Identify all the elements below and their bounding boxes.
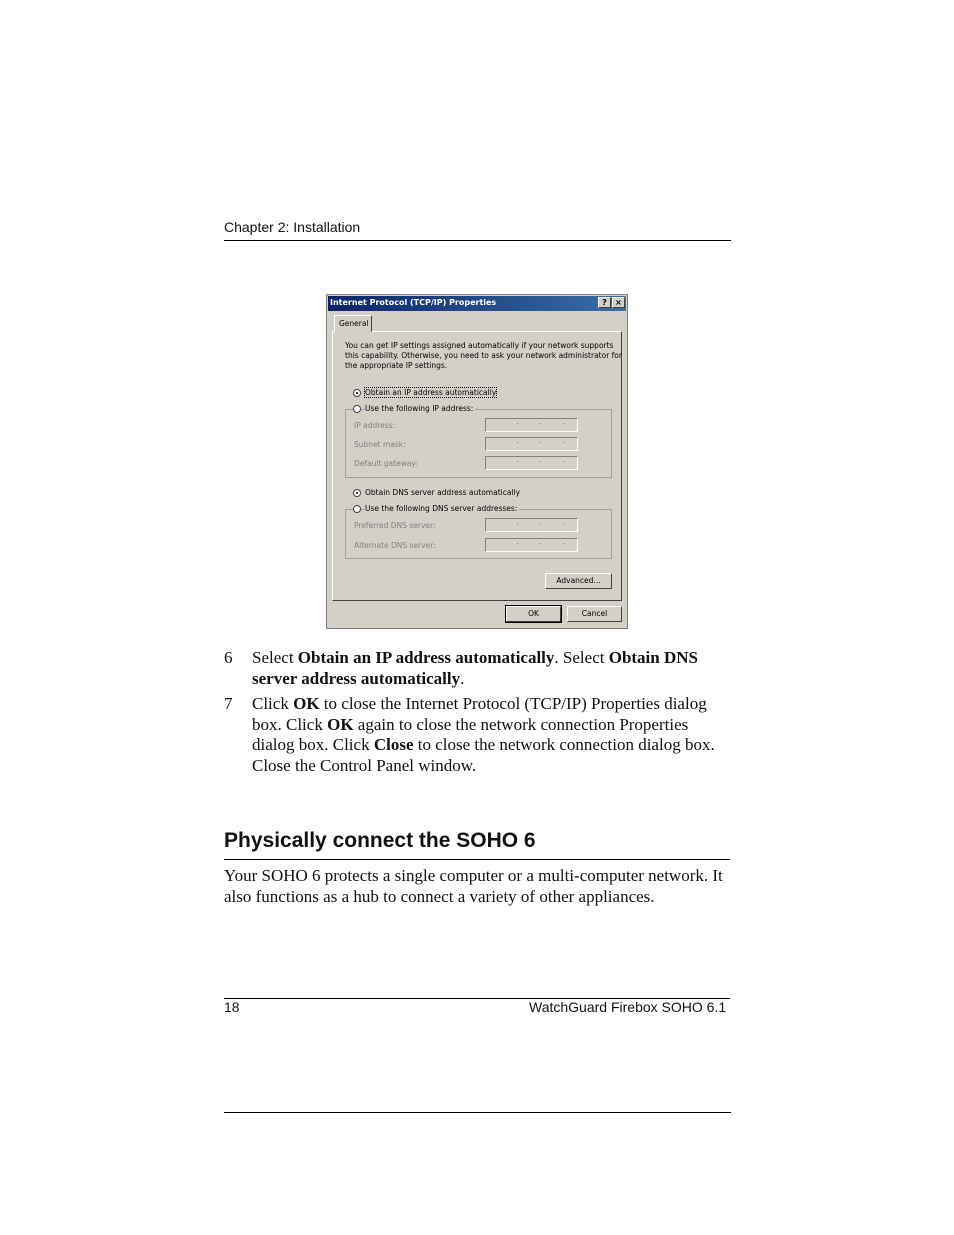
- intro-text-line1: You can get IP settings assigned automatically if your network supports: [345, 341, 614, 350]
- obtain-dns-auto-label[interactable]: Obtain DNS server address automatically: [365, 488, 521, 497]
- general-panel: [332, 331, 622, 601]
- intro-text-line3: the appropriate IP settings.: [345, 361, 448, 370]
- use-following-ip-radio[interactable]: [353, 405, 361, 413]
- dialog-title: Internet Protocol (TCP/IP) Properties: [330, 298, 497, 307]
- alternate-dns-label: Alternate DNS server:: [354, 541, 436, 550]
- preferred-dns-field[interactable]: [485, 518, 578, 532]
- subnet-mask-field[interactable]: [485, 437, 578, 451]
- ok-button[interactable]: OK: [506, 606, 561, 622]
- section-heading: Physically connect the SOHO 6: [224, 829, 536, 852]
- tab-general[interactable]: [334, 315, 372, 332]
- chapter-header: Chapter 2: Installation: [224, 219, 361, 235]
- advanced-button[interactable]: Advanced...: [545, 573, 612, 589]
- preferred-dns-label: Preferred DNS server:: [354, 521, 436, 530]
- obtain-ip-auto-label[interactable]: Obtain an IP address automatically: [365, 388, 497, 397]
- tab-general-label: General: [339, 319, 369, 328]
- step-text: Click OK to close the Internet Protocol (TCP/IP) Properties dialog box. Click OK again to close the network connection Properties dialog box. Click Close to close the network connection dialog box. Close the Control Panel window.: [252, 694, 715, 775]
- dialog-titlebar: [328, 296, 626, 311]
- intro-text-line2: this capability. Otherwise, you need to ask your network administrator for: [345, 351, 622, 360]
- ip-address-label: IP address:: [354, 421, 396, 430]
- alternate-dns-field[interactable]: [485, 538, 578, 552]
- use-following-dns-radio[interactable]: [353, 505, 361, 513]
- default-gateway-label: Default gateway:: [354, 459, 418, 468]
- section-paragraph: Your SOHO 6 protects a single computer or a multi-computer network. It also functions as a hub to connect a variety of other appliances.: [224, 866, 723, 906]
- default-gateway-field[interactable]: [485, 456, 578, 470]
- header-rule: [224, 240, 731, 241]
- tcpip-properties-dialog: [326, 294, 628, 629]
- use-following-ip-label[interactable]: Use the following IP address:: [365, 404, 474, 413]
- subnet-mask-label: Subnet mask:: [354, 440, 406, 449]
- step-number: 6: [224, 648, 233, 667]
- use-following-dns-label[interactable]: Use the following DNS server addresses:: [365, 504, 518, 513]
- obtain-ip-auto-radio[interactable]: [353, 389, 361, 397]
- close-button[interactable]: ×: [612, 297, 625, 308]
- bottom-rule: [224, 1112, 731, 1113]
- ip-address-field[interactable]: [485, 418, 578, 432]
- obtain-dns-auto-radio[interactable]: [353, 489, 361, 497]
- cancel-button[interactable]: Cancel: [567, 606, 622, 622]
- book-title: WatchGuard Firebox SOHO 6.1: [529, 999, 727, 1015]
- section-rule: [224, 859, 730, 860]
- page-number: 18: [224, 999, 240, 1015]
- help-button[interactable]: ?: [598, 297, 611, 308]
- step-text: Select Obtain an IP address automatically. Select Obtain DNS server address automatically.: [252, 648, 698, 688]
- step-number: 7: [224, 694, 233, 713]
